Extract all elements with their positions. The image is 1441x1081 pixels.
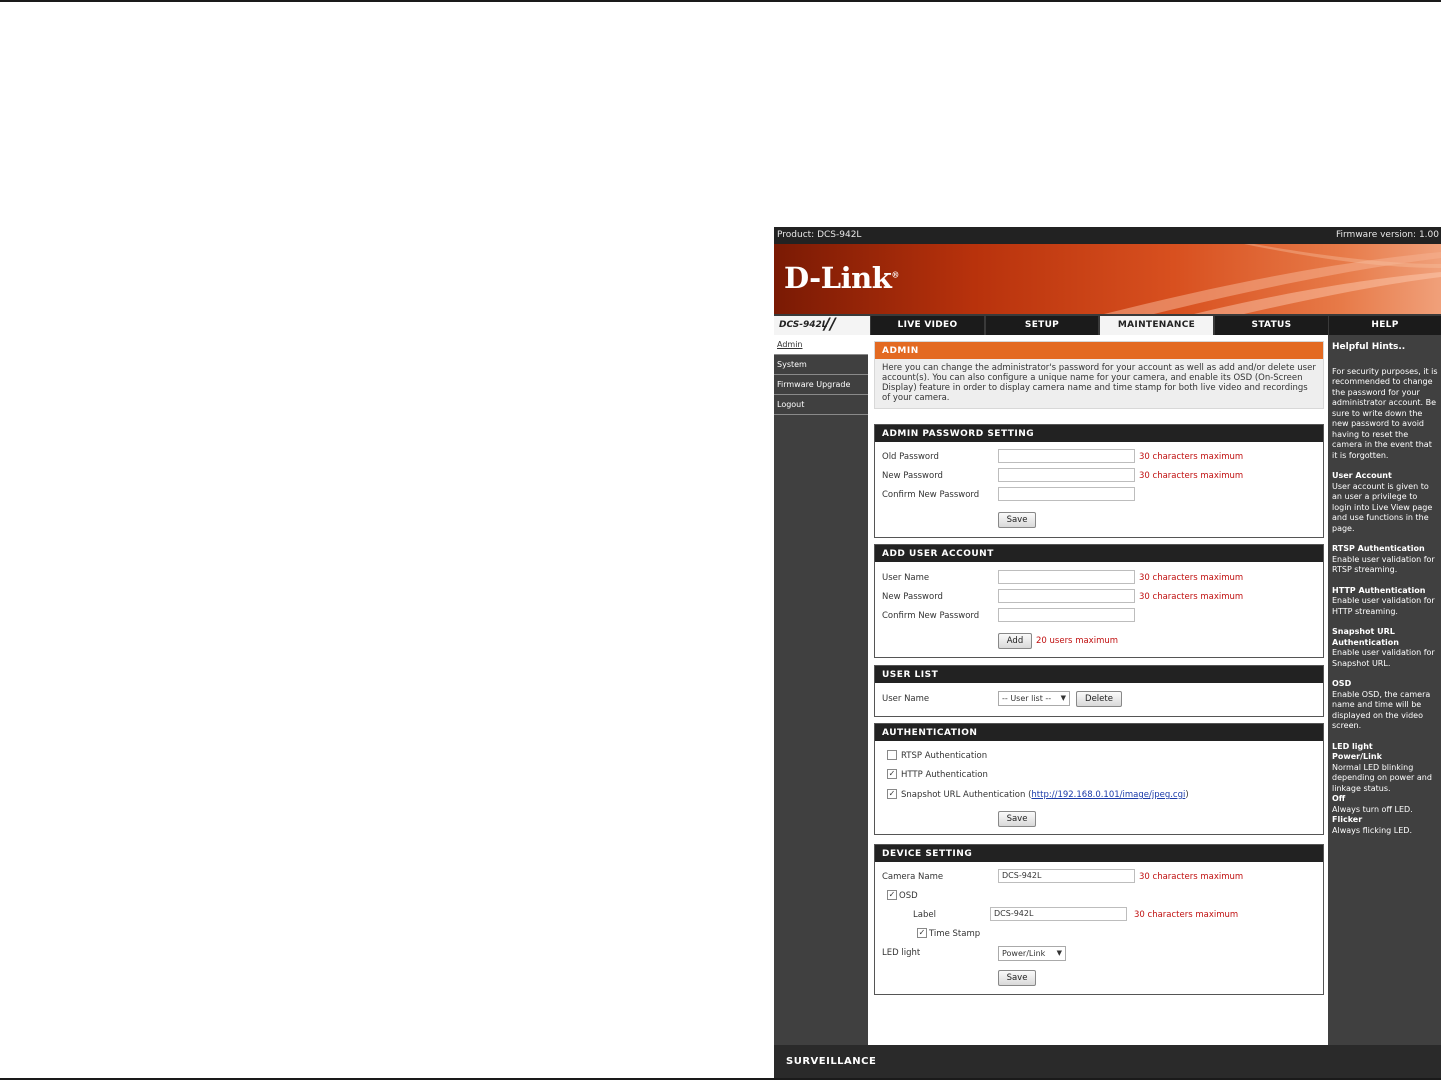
camera-name-hint: 30 characters maximum	[1139, 872, 1244, 882]
confirm-password-label: Confirm New Password	[882, 490, 980, 500]
main-content	[868, 335, 1328, 1045]
new-password-label: New Password	[882, 471, 943, 481]
camera-name-row	[875, 869, 1323, 885]
confirm-password-row	[875, 487, 1323, 503]
model-tab	[774, 316, 870, 335]
sidebar-item-firmware-upgrade[interactable]	[774, 375, 868, 395]
http-auth-label: HTTP Authentication	[901, 770, 988, 780]
snapshot-auth-row	[875, 787, 1323, 803]
led-selected: Power/Link	[1002, 949, 1046, 958]
confirm-password-field[interactable]	[998, 487, 1135, 501]
user-confirm-row	[875, 608, 1323, 624]
sidebar-item-label: System	[777, 360, 807, 369]
panel-header	[875, 845, 1323, 862]
panel-header	[875, 342, 1323, 359]
panel-title: AUTHENTICATION	[882, 728, 978, 738]
panel-header	[875, 666, 1323, 683]
new-password-row	[875, 468, 1323, 484]
led-row	[875, 945, 1323, 961]
help-content	[1332, 342, 1439, 846]
osd-label: OSD	[899, 891, 918, 901]
save-password-button[interactable]: Save	[998, 512, 1036, 528]
timestamp-row	[875, 926, 1323, 942]
chevron-down-icon: ▼	[1056, 949, 1062, 957]
old-password-field[interactable]	[998, 449, 1135, 463]
panel-header	[875, 425, 1323, 442]
panel-title: DEVICE SETTING	[882, 849, 973, 859]
admin-description: Here you can change the administrator's password for your account as well as add and/or delete user account(s). You can also configure a unique name for your camera, and enable its OSD (On-Screen Display) feature in order to display camera name and time stamp for both live video and recordings of your camera.	[882, 363, 1316, 403]
sidebar-item-admin[interactable]	[774, 335, 868, 355]
new-password-hint: 30 characters maximum	[1139, 471, 1244, 481]
old-password-row	[875, 449, 1323, 465]
osd-label-label: Label	[913, 910, 936, 920]
snapshot-auth-label: Snapshot URL Authentication (http://192.168.0.101/image/jpeg.cgi)	[901, 790, 1189, 800]
rtsp-auth-row	[875, 748, 1323, 764]
dlink-logo: D-Link®	[784, 261, 899, 295]
help-led: LED light Power/Link Normal LED blinking depending on power and linkage status. Off Always turn off LED. Flicker Always flicking LED.	[1332, 741, 1432, 835]
user-password-row	[875, 589, 1323, 605]
user-confirm-label: Confirm New Password	[882, 611, 980, 621]
help-title: Helpful Hints..	[1332, 342, 1406, 352]
user-list-panel	[874, 665, 1324, 717]
panel-header	[875, 724, 1323, 741]
user-list-selected: -- User list --	[1002, 694, 1052, 703]
led-select[interactable]	[998, 946, 1066, 961]
sidebar	[774, 335, 868, 1045]
osd-row	[875, 888, 1323, 904]
save-authentication-button[interactable]: Save	[998, 811, 1036, 827]
page-bottom-rule	[0, 1078, 1441, 1080]
tab-status[interactable]: STATUS	[1215, 316, 1328, 335]
snapshot-auth-checkbox[interactable]: ✓	[888, 789, 896, 798]
users-max-hint: 20 users maximum	[1036, 636, 1119, 646]
save-device-button[interactable]: Save	[998, 970, 1036, 986]
sidebar-item-logout[interactable]	[774, 395, 868, 415]
user-list-select[interactable]	[998, 691, 1070, 706]
add-user-button[interactable]: Add	[998, 633, 1032, 649]
chevron-down-icon: ▼	[1060, 694, 1066, 702]
sidebar-item-label: Firmware Upgrade	[777, 380, 851, 389]
user-confirm-field[interactable]	[998, 608, 1135, 622]
led-label: LED light	[882, 948, 921, 958]
tab-setup[interactable]: SETUP	[986, 316, 1098, 335]
panel-title: ADMIN	[882, 346, 919, 356]
username-row	[875, 570, 1323, 586]
sidebar-item-system[interactable]	[774, 355, 868, 375]
slash-decoration-icon: //	[824, 314, 836, 333]
footer-bar	[774, 1045, 1441, 1078]
username-field[interactable]	[998, 570, 1135, 584]
help-http: HTTP Authentication Enable user validation for HTTP streaming.	[1332, 585, 1435, 616]
admin-intro-panel	[874, 341, 1324, 409]
sidebar-item-label: Logout	[777, 400, 805, 409]
old-password-label: Old Password	[882, 452, 939, 462]
snapshot-url-link[interactable]: http://192.168.0.101/image/jpeg.cgi	[1031, 790, 1186, 800]
camera-name-label: Camera Name	[882, 872, 944, 882]
model-label: DCS-942L	[779, 320, 828, 330]
osd-label-field[interactable]: DCS-942L	[990, 907, 1127, 921]
new-password-field[interactable]	[998, 468, 1135, 482]
http-auth-row	[875, 767, 1323, 783]
panel-title: ADMIN PASSWORD SETTING	[882, 429, 1035, 439]
http-auth-checkbox[interactable]: ✓	[888, 769, 896, 778]
username-label: User Name	[882, 573, 930, 583]
page-top-rule	[0, 0, 1441, 2]
help-intro: For security purposes, it is recommended to change the password for your administrator account. Be sure to write down the new password to avoid having to reset the camera in the event that it is forgotten.	[1332, 366, 1438, 460]
help-sidebar	[1328, 335, 1441, 1045]
rtsp-auth-label: RTSP Authentication	[901, 751, 988, 761]
main-navigation	[774, 314, 1441, 335]
delete-user-button[interactable]: Delete	[1076, 691, 1122, 707]
panel-header	[875, 545, 1323, 562]
device-setting-panel	[874, 844, 1324, 995]
camera-web-ui	[774, 227, 1441, 1078]
panel-title: ADD USER ACCOUNT	[882, 549, 994, 559]
help-osd: OSD Enable OSD, the camera name and time will be displayed on the video screen.	[1332, 679, 1431, 730]
add-user-panel	[874, 544, 1324, 658]
help-rtsp: RTSP Authentication Enable user validation for RTSP streaming.	[1332, 544, 1435, 574]
user-password-label: New Password	[882, 592, 943, 602]
tab-help[interactable]: HELP	[1329, 316, 1441, 335]
firmware-version: Firmware version: 1.00	[1335, 230, 1439, 240]
help-snapshot: Snapshot URL Authentication Enable user validation for Snapshot URL.	[1332, 627, 1435, 668]
osd-label-row	[875, 907, 1323, 923]
osd-checkbox[interactable]: ✓	[888, 890, 896, 899]
admin-password-panel	[874, 424, 1324, 538]
help-user-account: User Account User account is given to an user a privilege to login into Live View page and use functions in the page.	[1332, 471, 1433, 533]
footer-label: SURVEILLANCE	[786, 1056, 877, 1067]
camera-name-field[interactable]: DCS-942L	[998, 869, 1135, 883]
panel-title: USER LIST	[882, 670, 939, 680]
user-password-hint: 30 characters maximum	[1139, 592, 1244, 602]
timestamp-label: Time Stamp	[929, 929, 981, 939]
authentication-panel	[874, 723, 1324, 835]
timestamp-checkbox[interactable]: ✓	[918, 928, 926, 937]
user-list-row	[875, 691, 1323, 707]
tab-maintenance[interactable]: MAINTENANCE	[1100, 316, 1213, 335]
user-password-field[interactable]	[998, 589, 1135, 603]
user-list-label: User Name	[882, 694, 930, 704]
product-label: Product: DCS-942L	[777, 230, 862, 240]
sidebar-item-label: Admin	[777, 340, 803, 349]
top-info-bar	[774, 227, 1441, 244]
osd-label-hint: 30 characters maximum	[1134, 910, 1239, 920]
tab-live-video[interactable]: LIVE VIDEO	[871, 316, 984, 335]
rtsp-auth-checkbox[interactable]	[887, 750, 897, 760]
username-hint: 30 characters maximum	[1139, 573, 1244, 583]
old-password-hint: 30 characters maximum	[1139, 452, 1244, 462]
brand-banner	[774, 244, 1441, 314]
